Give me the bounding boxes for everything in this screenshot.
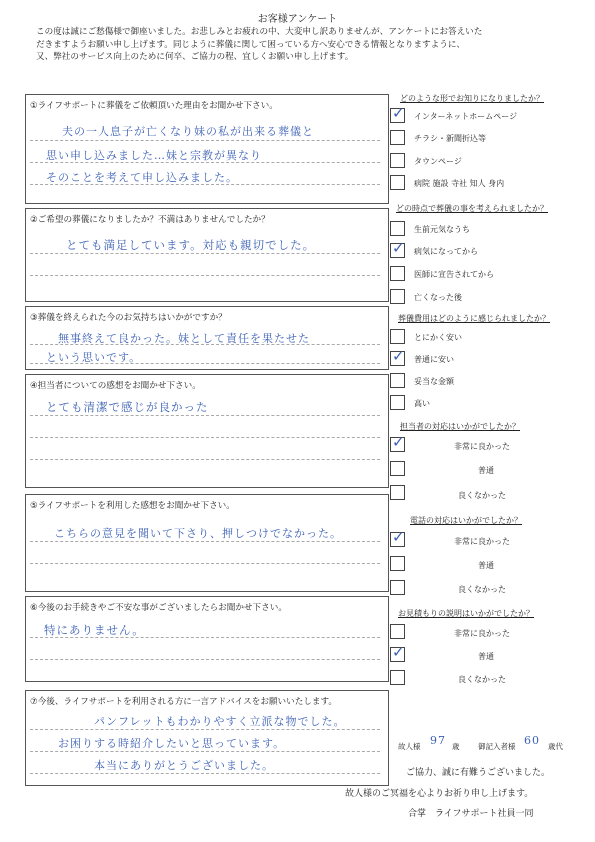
option-label: 良くなかった (458, 585, 506, 594)
option-label: 普通 (478, 466, 494, 475)
checkbox-referral[interactable] (390, 175, 405, 190)
question-box-1 (25, 94, 389, 204)
how-known-heading: どのような形でお知りになりましたか？ (400, 94, 544, 103)
form-title: お客様アンケート (257, 14, 338, 25)
option-label: 良くなかった (458, 491, 506, 500)
checkbox-estimate-very-good[interactable] (390, 624, 405, 639)
option-label: 亡くなった後 (414, 293, 462, 302)
option-label: 高い (414, 399, 430, 408)
option-label: 普通に安い (414, 355, 454, 364)
checkbox-fair-price[interactable] (390, 373, 405, 388)
checkbox-staff-normal[interactable] (390, 461, 405, 476)
question-box-2 (25, 208, 389, 302)
question-label: ①ライフサポートに葬儀をご依頼頂いた理由をお聞かせ下さい。 (30, 101, 278, 111)
question-label: ④担当者についての感想をお聞かせ下さい。 (30, 381, 201, 391)
question-label: ③葬儀を終えられた今のお気持ちはいかがですか？ (30, 313, 227, 323)
checkbox-phone-normal[interactable] (390, 556, 405, 571)
option-label: 普通 (478, 561, 494, 570)
handwritten-answer: 本当にありがとうございました。 (94, 759, 274, 772)
checkbox-reasonably-cheap[interactable]: ✓ (392, 347, 405, 365)
checkbox-expensive[interactable] (390, 395, 405, 410)
checkbox-internet[interactable]: ✓ (392, 104, 405, 122)
option-label: 非常に良かった (454, 442, 510, 451)
checkbox-while-healthy[interactable] (390, 221, 405, 236)
checkbox-phone-bad[interactable] (390, 580, 405, 595)
checkbox-staff-very-good[interactable]: ✓ (392, 433, 405, 451)
checkbox-after-diagnosis[interactable] (390, 266, 405, 281)
question-box-6 (25, 596, 389, 682)
option-label: 良くなかった (458, 675, 506, 684)
checkbox-estimate-normal[interactable]: ✓ (392, 643, 405, 661)
question-label: ②ご希望の葬儀になりましたか？不満はありませんでしたか？ (30, 215, 270, 225)
condolence-text: 故人様のご冥福を心よりお祈り申し上げます。 (345, 789, 534, 799)
age-unit: 歳 (452, 742, 460, 751)
handwritten-answer: 思い申し込みました…妹と宗教が異なり (46, 149, 262, 162)
question-label: ⑤ライフサポートを利用した感想をお聞かせ下さい。 (30, 501, 235, 511)
intro-text (36, 26, 576, 64)
question-box-7 (25, 690, 389, 786)
handwritten-answer: とても清潔で感じが良かった (46, 400, 209, 414)
handwritten-answer: 夫の一人息子が亡くなり妹の私が出来る葬儀と (62, 125, 314, 138)
intro-line: だきますようお願い申し上げます。同じように葬儀に関して困っている方へ安心できる情報となりますように、 (36, 39, 466, 50)
question-box-4 (25, 374, 389, 488)
question-label: ⑥今後のお手続きやご不安な事がございましたらお聞かせ下さい。 (30, 603, 287, 613)
question-box-3 (25, 306, 389, 370)
intro-line: 又、弊社のサービス向上のために何卒、ご協力の程、宜しくお願い申し上げます。 (36, 52, 354, 62)
handwritten-answer: パンフレットもわかりやすく立派な物でした。 (94, 715, 346, 728)
signature-text: 合掌 ライフサポート社員一同 (408, 809, 534, 819)
question-box-5 (25, 494, 389, 592)
cost-heading: 葬儀費用はどのように感じられましたか？ (398, 314, 550, 323)
handwritten-answer: こちらの意見を聞いて下さり、押しつけでなかった。 (54, 527, 342, 540)
intro-line: この度は誠にご愁傷様で御座いました。お悲しみとお疲れの中、大変申し訳ありませんが、アンケートにお答えいた (36, 27, 483, 37)
checkbox-very-cheap[interactable] (390, 329, 405, 344)
handwritten-answer: そのことを考えて申し込みました。 (46, 171, 238, 184)
checkbox-estimate-bad[interactable] (390, 670, 405, 685)
deceased-label: 故人様 (398, 742, 421, 751)
writer-label: 御記入者様 (478, 742, 516, 751)
checkbox-phone-very-good[interactable]: ✓ (392, 528, 405, 546)
handwritten-answer: 特にありません。 (44, 623, 145, 637)
question-label: ⑦今後、ライフサポートを利用される方に一言アドバイスをお願いいたします。 (30, 697, 338, 707)
option-label: 病気になってから (414, 247, 478, 256)
option-label: タウンページ (414, 157, 462, 166)
option-label: 病院 施設 寺社 知人 身内 (414, 179, 505, 188)
option-label: チラシ・新聞折込等 (414, 134, 486, 143)
handwritten-answer: とても満足しています。対応も親切でした。 (66, 238, 316, 252)
option-label: 生前元気なうち (414, 225, 470, 234)
checkbox-after-death[interactable] (390, 289, 405, 304)
phone-heading: 電話の対応はいかがでしたか？ (410, 516, 522, 525)
option-label: 妥当な金額 (414, 377, 454, 386)
checkbox-after-illness[interactable]: ✓ (392, 239, 405, 257)
option-label: インターネットホームページ (414, 112, 518, 121)
option-label: 非常に良かった (454, 537, 510, 546)
handwritten-answer: お困りする時紹介したいと思っています。 (58, 737, 286, 750)
option-label: 非常に良かった (454, 629, 510, 638)
option-label: 医師に宣告されてから (414, 270, 494, 279)
checkbox-staff-bad[interactable] (390, 485, 405, 500)
checkbox-townpage[interactable] (390, 153, 405, 168)
option-label: 普通 (478, 652, 494, 661)
deceased-age: 97 (430, 734, 446, 747)
when-thought-heading: どの時点で葬儀の事を考えられましたか？ (396, 204, 548, 213)
writer-age: 60 (524, 734, 540, 747)
age-unit: 歳代 (548, 742, 563, 751)
handwritten-answer: 無事終えて良かった。妹として責任を果たせた (58, 332, 310, 345)
checkbox-flyer[interactable] (390, 130, 405, 145)
thanks-text: ご協力、誠に有難うございました。 (406, 768, 551, 778)
handwritten-answer: という思いです。 (46, 351, 142, 364)
option-label: とにかく安い (414, 333, 462, 342)
estimate-heading: お見積もりの説明はいかがでしたか？ (398, 609, 534, 618)
staff-heading: 担当者の対応はいかがでしたか？ (400, 422, 520, 431)
